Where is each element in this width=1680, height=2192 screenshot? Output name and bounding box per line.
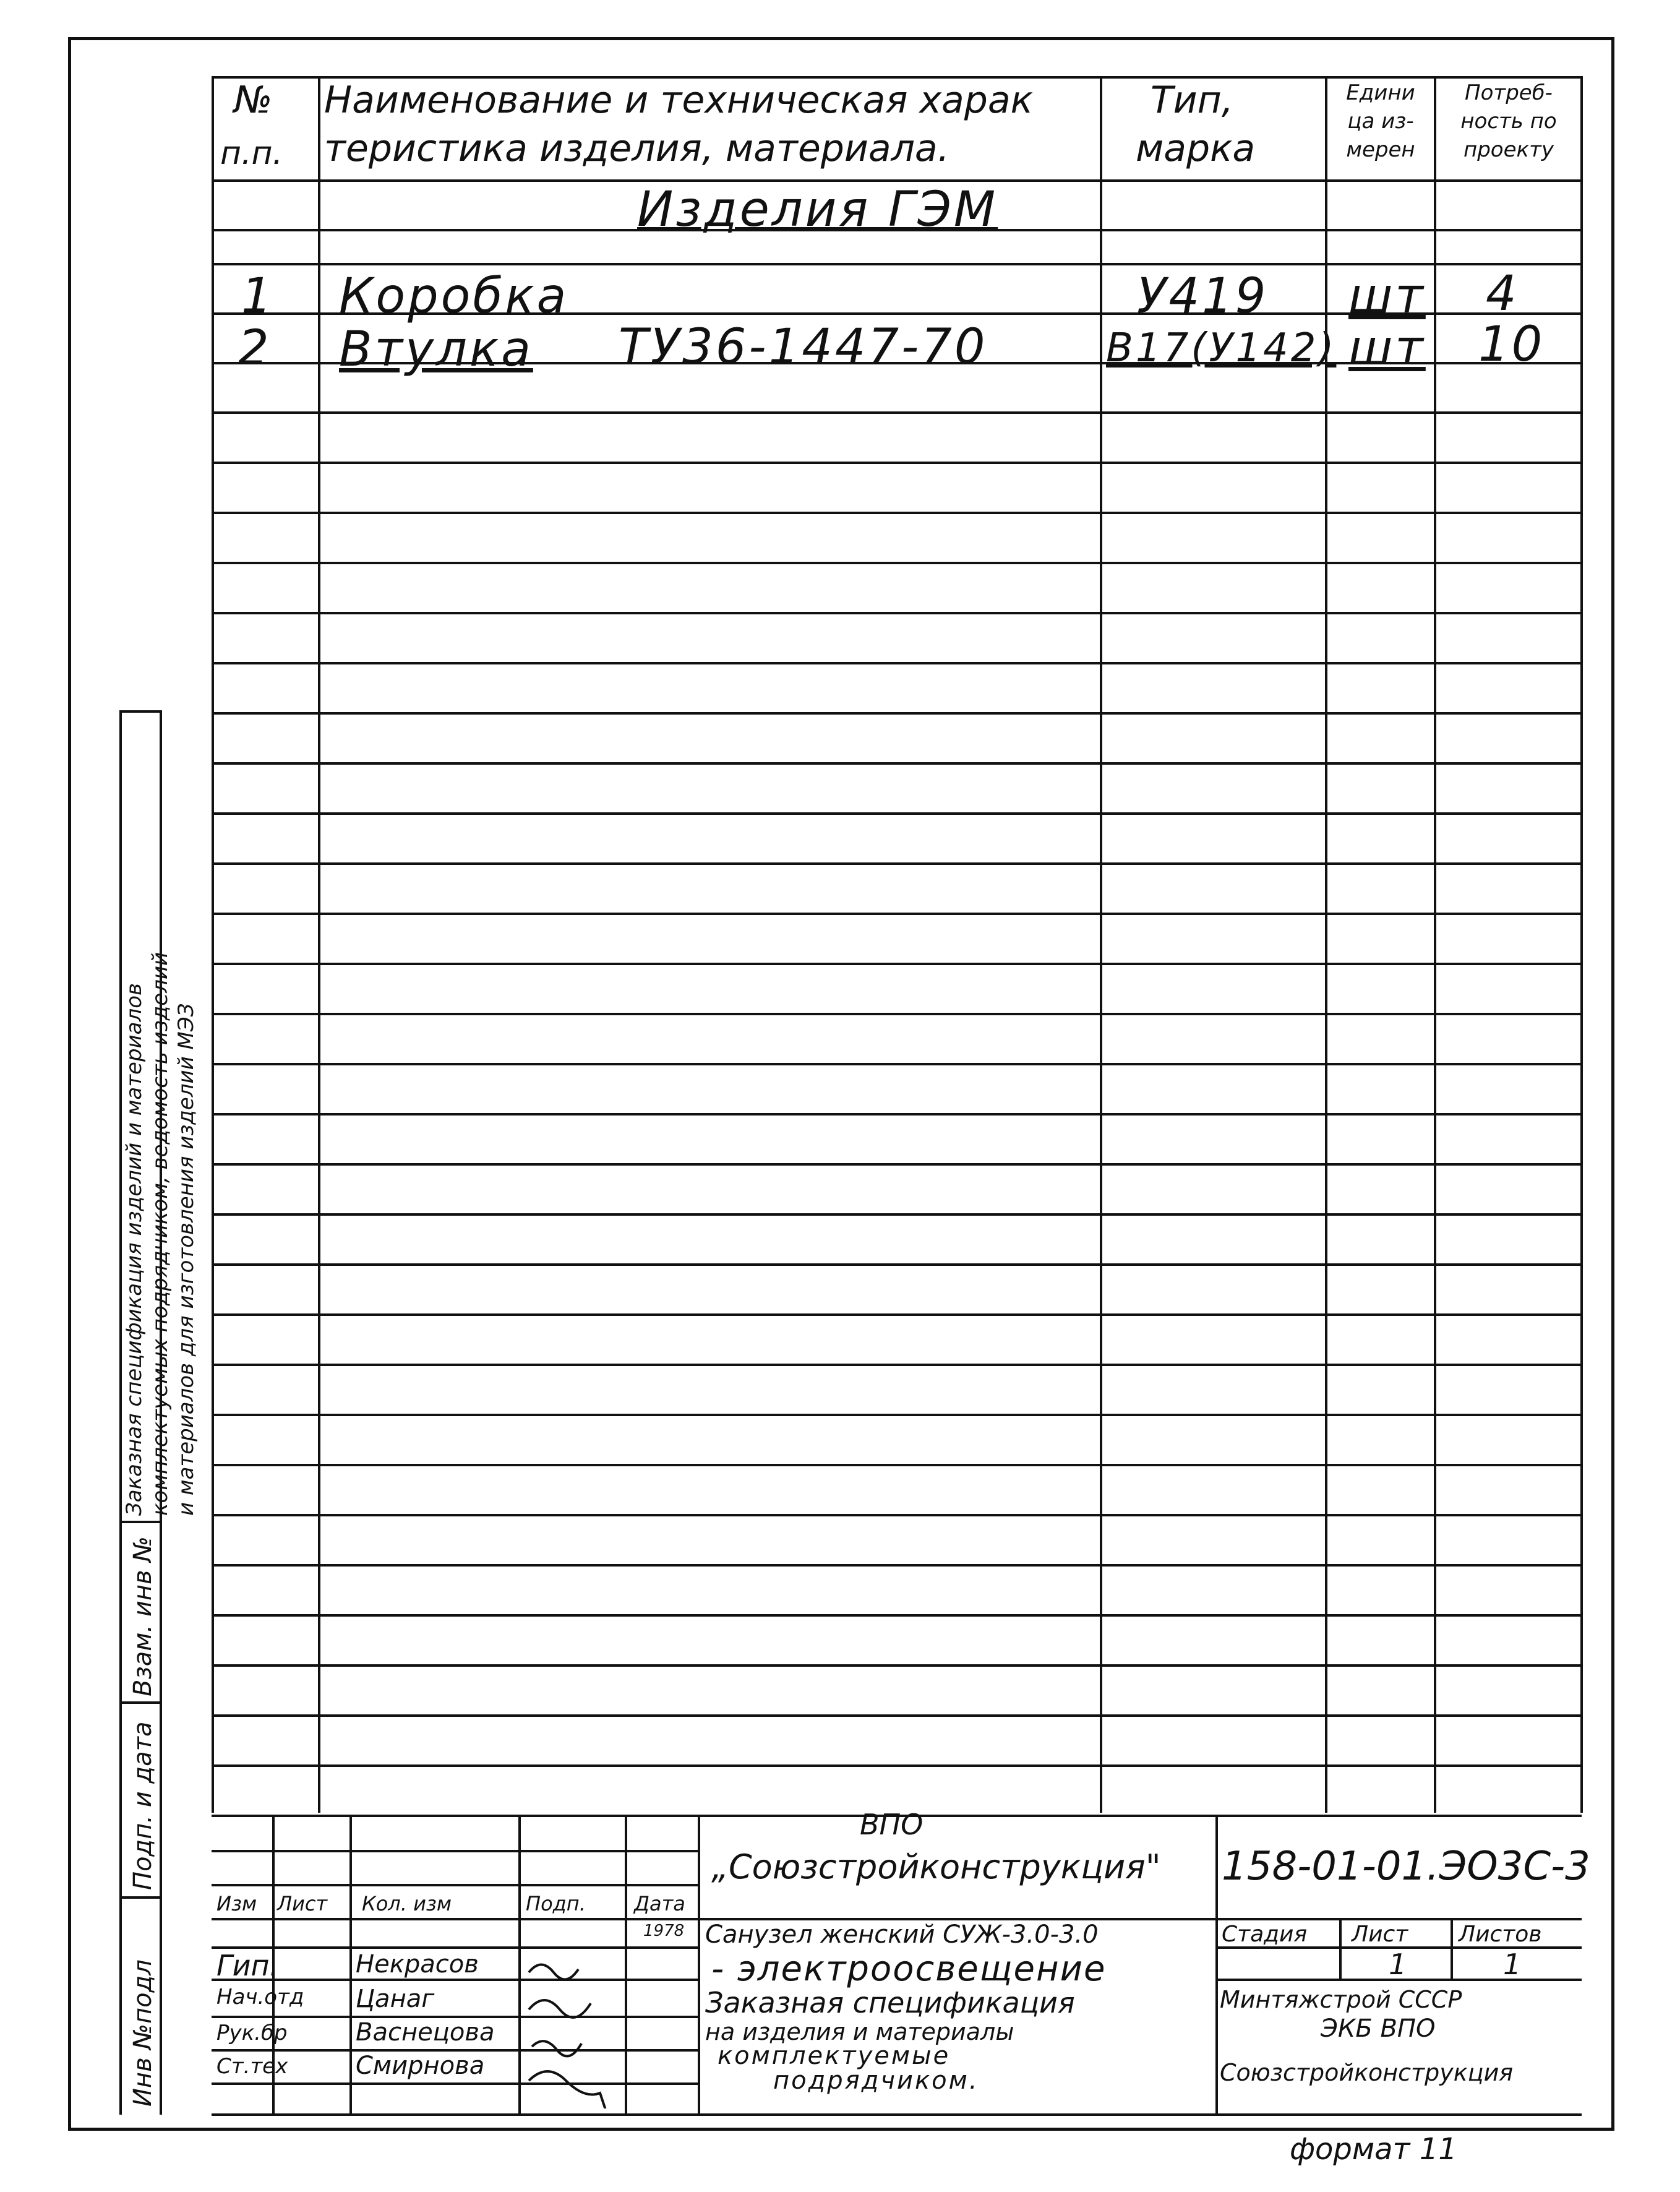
side-podp: Подп. и дата: [129, 1721, 157, 1890]
header-name-line1: Наименование и техническая харак: [324, 79, 1033, 122]
header-name-line2: теристика изделия, материала.: [324, 127, 949, 170]
tb-sheet-value: 1: [1389, 1948, 1407, 1981]
table-rule: [212, 411, 1583, 414]
table-rule: [212, 1163, 1583, 1166]
tb-doc-name-2: на изделия и материалы: [705, 2018, 1014, 2045]
table-rule: [212, 1213, 1583, 1216]
section-title: Изделия ГЭМ: [637, 182, 998, 238]
tb-sheets-value: 1: [1503, 1948, 1522, 1981]
table-rule: [212, 562, 1583, 564]
table-rule: [212, 1714, 1583, 1717]
table-rule: [212, 662, 1583, 664]
tb-sheets-label: Листов: [1459, 1922, 1542, 1947]
tb-doc-name-1: Заказная спецификация: [705, 1986, 1075, 2019]
tb-col-kol: Кол. изм: [362, 1892, 452, 1915]
tb-stage-label: Стадия: [1222, 1922, 1308, 1947]
header-unit-line1: Едини: [1346, 80, 1415, 105]
tb-doc-code: 158-01-01.ЭО3С-3: [1222, 1844, 1590, 1889]
table-rule: [212, 512, 1583, 514]
table-rule: [212, 762, 1583, 765]
table-rule: [212, 1364, 1583, 1366]
tb-col-list: Лист: [277, 1892, 328, 1915]
header-need-line2: ность по: [1460, 109, 1557, 134]
side-vzam: Взам. инв №: [129, 1536, 157, 1696]
table-rule: [212, 612, 1583, 614]
tb-company-1: Минтяжстрой СССР: [1220, 1986, 1462, 2013]
header-num-symbol: №: [234, 79, 273, 122]
table-rule: [212, 1464, 1583, 1466]
table-rule: [212, 1514, 1583, 1516]
header-need-line3: проекту: [1464, 137, 1554, 162]
tb-col-data: Дата: [634, 1892, 685, 1915]
signature-marks: [523, 1948, 622, 2108]
tb-role-4: Ст.тех: [216, 2054, 288, 2079]
tb-role-3: Рук.бр: [216, 2021, 288, 2045]
side-inv: Инв №подл: [129, 1959, 157, 2107]
tb-role-2: Нач.отд: [216, 1985, 304, 2009]
tb-company-3: Союзстройконструкция: [1220, 2059, 1514, 2086]
table-rule: [212, 812, 1583, 815]
header-type-line2: марка: [1136, 127, 1256, 170]
row-2-qty: 10: [1478, 317, 1545, 372]
table-rule: [212, 1664, 1583, 1667]
side-doc-title: Заказная спецификация изделий и материалов комплектуемых подрядчиком, ведомость изделий и материалов для изготовления изделий МЭЗ: [122, 952, 199, 1516]
table-rule: [212, 1764, 1583, 1767]
tb-sheet-label: Лист: [1352, 1922, 1408, 1947]
row-1-qty: 4: [1486, 266, 1519, 322]
tb-section: - электроосвещение: [711, 1949, 1107, 1989]
tb-col-izm: Изм: [216, 1892, 257, 1915]
row-1-type: У419: [1137, 269, 1269, 324]
row-1-name: Коробка: [339, 269, 569, 324]
header-unit-line3: мерен: [1346, 137, 1415, 162]
tb-name-4: Смирнова: [356, 2052, 485, 2080]
tb-name-2: Цанаг: [356, 1985, 435, 2013]
table-rule: [212, 1614, 1583, 1617]
tb-year: 1978: [643, 1922, 685, 1940]
table-rule: [212, 1263, 1583, 1266]
table-rule: [212, 1414, 1583, 1416]
format-label: формат 11: [1290, 2132, 1457, 2167]
table-rule: [212, 913, 1583, 915]
header-need-line1: Потреб-: [1465, 80, 1553, 105]
tb-role-1: Гип.: [216, 1949, 279, 1982]
table-rule: [212, 963, 1583, 965]
table-rule: [212, 1313, 1583, 1316]
tb-project: Санузел женский СУЖ-3.0-3.0: [705, 1920, 1099, 1949]
table-rule: [212, 263, 1583, 265]
tb-org-name: „Союзстройконструкция": [711, 1847, 1161, 1886]
tb-name-3: Васнецова: [356, 2018, 495, 2047]
table-rule: [212, 1564, 1583, 1567]
table-rule: [212, 462, 1583, 464]
table-rule: [212, 1013, 1583, 1015]
tb-name-1: Некрасов: [356, 1950, 479, 1979]
row-2-spec: ТУ36-1447-70: [619, 319, 988, 375]
row-1-num: 1: [241, 269, 275, 324]
row-1-unit: шт: [1348, 269, 1426, 324]
tb-company-2: ЭКБ ВПО: [1321, 2014, 1436, 2043]
table-rule: [212, 712, 1583, 715]
row-2-num: 2: [238, 320, 272, 376]
header-num-label: п.п.: [220, 135, 283, 172]
row-2-unit: шт: [1348, 320, 1426, 376]
table-rule: [212, 1113, 1583, 1115]
tb-doc-name-4: подрядчиком.: [773, 2066, 979, 2095]
header-unit-line2: ца из-: [1347, 109, 1414, 134]
row-2-name: Втулка: [339, 322, 533, 377]
tb-org-top: ВПО: [860, 1808, 924, 1841]
tb-doc-name-3: комплектуемые: [718, 2042, 951, 2070]
row-2-type: В17(У142): [1106, 325, 1337, 371]
table-rule: [212, 862, 1583, 865]
tb-col-podp: Подп.: [526, 1892, 586, 1915]
table-rule: [212, 1063, 1583, 1065]
header-type-line1: Тип,: [1151, 79, 1233, 122]
